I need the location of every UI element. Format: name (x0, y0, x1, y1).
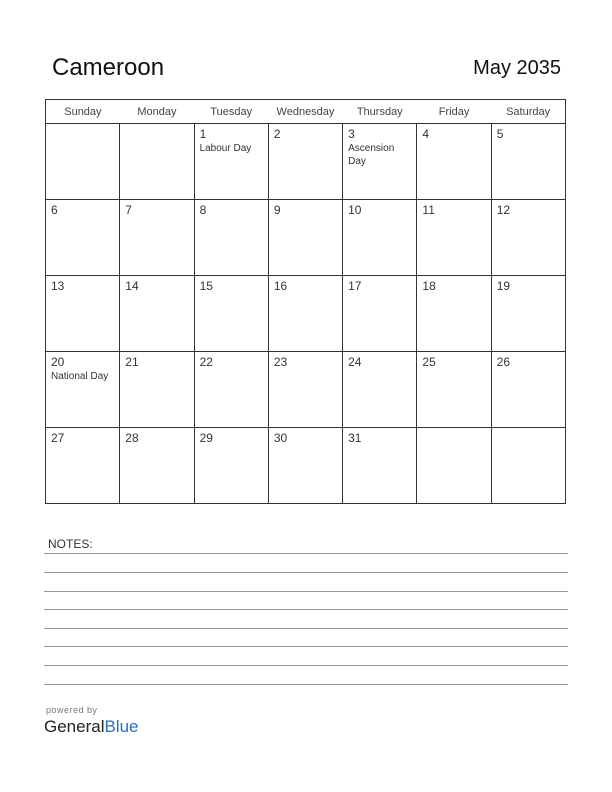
powered-by-text: powered by (46, 705, 98, 715)
day-number: 27 (51, 431, 65, 445)
day-number: 29 (199, 431, 213, 445)
day-number: 10 (348, 203, 362, 217)
day-cell (46, 124, 120, 200)
week-row (46, 124, 566, 200)
weekday-thursday: Thursday (343, 100, 417, 124)
day-cell (491, 352, 565, 428)
day-cell (343, 200, 417, 276)
day-cell (491, 276, 565, 352)
notes-label: NOTES: (48, 537, 93, 551)
holiday-label: Labour Day (199, 143, 252, 154)
day-cell (120, 428, 194, 504)
day-number: 11 (422, 203, 435, 217)
day-number: 21 (125, 355, 139, 369)
weekday-wednesday: Wednesday (268, 100, 342, 124)
week-row (46, 352, 566, 428)
holiday-label: Ascension Day (348, 143, 395, 167)
day-number: 22 (199, 355, 213, 369)
day-cell (268, 276, 342, 352)
day-number: 8 (199, 203, 207, 217)
month-title: May 2035 (473, 57, 561, 79)
brand-general: General (44, 717, 105, 736)
day-cell (491, 124, 565, 200)
day-cell (417, 124, 491, 200)
day-cell (194, 200, 268, 276)
day-cell (268, 352, 342, 428)
day-cell (120, 200, 194, 276)
day-number: 23 (273, 355, 288, 369)
day-number: 25 (422, 355, 436, 369)
note-line (44, 684, 568, 685)
day-cell (417, 276, 491, 352)
day-cell (120, 124, 194, 200)
day-number: 17 (348, 279, 362, 293)
day-number: 30 (273, 431, 288, 445)
weekday-header-row (46, 100, 566, 124)
week-row (46, 428, 566, 504)
day-cell (46, 276, 120, 352)
day-number: 28 (125, 431, 139, 445)
day-cell (343, 352, 417, 428)
day-number: 9 (273, 203, 281, 217)
day-number: 4 (422, 127, 430, 141)
day-number: 2 (273, 127, 281, 141)
day-cell (343, 276, 417, 352)
day-cell (194, 276, 268, 352)
day-cell (268, 200, 342, 276)
day-number: 24 (348, 355, 362, 369)
day-number: 31 (348, 431, 362, 445)
day-cell (120, 276, 194, 352)
weekday-friday: Friday (417, 100, 491, 124)
note-line (44, 591, 568, 592)
day-cell (343, 428, 417, 504)
day-number: 1 (199, 127, 207, 141)
day-cell (46, 352, 120, 428)
day-number: 26 (496, 355, 511, 369)
day-number: 7 (125, 203, 132, 217)
day-number: 19 (496, 279, 511, 293)
note-line (44, 553, 568, 554)
day-cell (194, 124, 268, 200)
day-number: 12 (496, 203, 511, 217)
note-line (44, 628, 568, 629)
day-number: 15 (199, 279, 213, 293)
week-row (46, 200, 566, 276)
day-cell (46, 428, 120, 504)
day-number: 13 (51, 279, 65, 293)
day-number: 16 (273, 279, 288, 293)
note-line (44, 665, 568, 666)
day-cell (417, 352, 491, 428)
day-number: 20 (51, 355, 65, 369)
generalblue-logo (44, 717, 139, 737)
day-cell (417, 428, 491, 504)
day-cell (268, 428, 342, 504)
day-cell (417, 200, 491, 276)
day-number: 18 (422, 279, 436, 293)
day-number: 6 (51, 203, 58, 217)
day-cell (491, 428, 565, 504)
country-title: Cameroon (52, 54, 165, 81)
day-cell (194, 428, 268, 504)
weekday-sunday: Sunday (46, 100, 120, 124)
day-cell (120, 352, 194, 428)
brand-blue: Blue (104, 717, 139, 736)
note-line (44, 646, 568, 647)
note-line (44, 572, 568, 573)
day-cell (46, 200, 120, 276)
weekday-saturday: Saturday (491, 100, 565, 124)
holiday-label: National Day (51, 371, 109, 382)
note-line (44, 609, 568, 610)
day-number: 3 (348, 127, 355, 141)
day-number: 5 (496, 127, 504, 141)
day-cell (491, 200, 565, 276)
day-cell (268, 124, 342, 200)
weekday-monday: Monday (120, 100, 194, 124)
week-row (46, 276, 566, 352)
day-cell (194, 352, 268, 428)
weekday-tuesday: Tuesday (194, 100, 268, 124)
calendar-grid (45, 99, 566, 504)
day-cell (343, 124, 417, 200)
day-number: 14 (125, 279, 139, 293)
